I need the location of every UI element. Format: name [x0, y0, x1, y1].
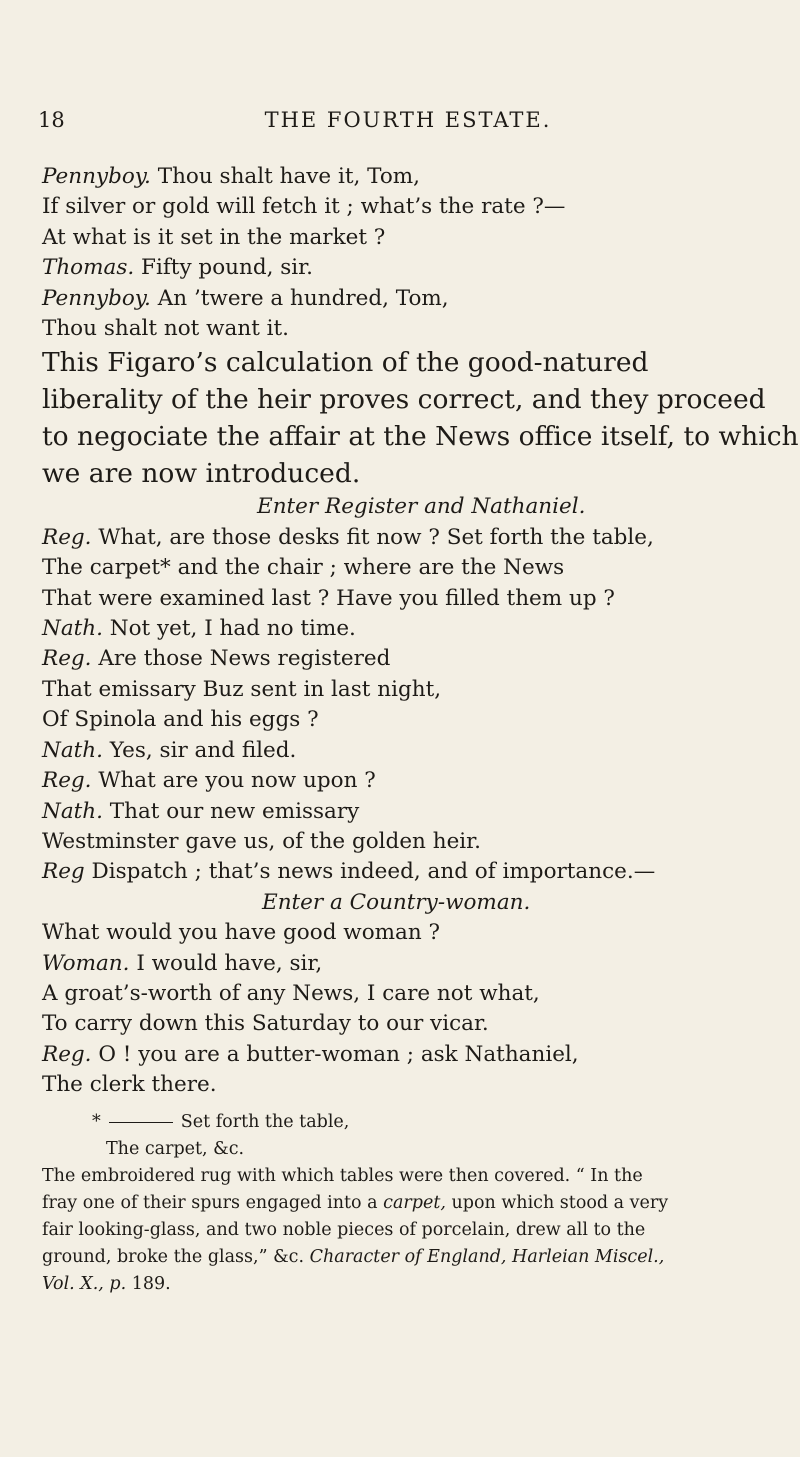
verse-line [42, 766, 782, 796]
speaker-name: Reg. [42, 646, 92, 672]
running-head: THE FOURTH ESTATE. [264, 108, 552, 132]
speaker-name: Nath. [42, 798, 103, 824]
verse-line [42, 1009, 782, 1039]
dialogue-block-3 [42, 918, 782, 1100]
footnote-rule [109, 1122, 173, 1123]
verse-text: What are you now upon ? [91, 768, 376, 794]
prose-line: This Figaro’s calculation of the good-natured [42, 347, 649, 379]
verse-line [42, 192, 782, 222]
verse-line [42, 827, 782, 857]
speaker-name: Reg. [42, 1041, 92, 1067]
footnote-line [42, 1190, 782, 1217]
verse-line [42, 284, 782, 314]
speaker-name: Nath. [42, 737, 103, 763]
verse-text: Thou shalt not want it. [42, 316, 290, 342]
verse-text: That emissary Buz sent in last night, [42, 676, 442, 702]
verse-text: That our new emissary [102, 798, 360, 824]
footnote-citation: Vol. X., p. [42, 1273, 127, 1294]
footnote-text: Set forth the table, [180, 1111, 350, 1132]
stage-direction: Enter Register and Nathaniel. [257, 494, 586, 520]
footnote-line: The carpet, &c. [106, 1138, 245, 1159]
footnote-line: fair looking-glass, and two noble pieces of porcelain, drew all to the [42, 1219, 646, 1240]
speaker-name: Pennyboy. [42, 285, 151, 311]
verse-text: That were examined last ? Have you filled them up ? [42, 585, 615, 611]
verse-line [42, 857, 782, 887]
verse-text: Dispatch ; that’s news indeed, and of importance.— [84, 859, 656, 885]
speaker-name: Pennyboy. [42, 164, 151, 189]
verse-text: Thou shalt have it, Tom, [150, 164, 420, 189]
verse-line [42, 223, 782, 253]
footnote-citation: Character of England, Harleian Miscel., [309, 1246, 665, 1267]
stage-direction: Enter a Country-woman. [262, 889, 531, 915]
page-body [42, 162, 799, 1298]
verse-line [42, 162, 782, 192]
verse-text: What, are those desks fit now ? Set forth the table, [91, 524, 654, 550]
verse-text: The carpet* and the chair ; where are the News [42, 555, 565, 581]
verse-line [42, 253, 782, 283]
verse-text: Fifty pound, sir. [134, 255, 313, 281]
footnote-line [42, 1109, 782, 1136]
footnote-text: 189. [126, 1273, 171, 1294]
footnote-marker: * [92, 1111, 101, 1132]
speaker-name: Reg. [42, 768, 92, 794]
dialogue-block-1 [42, 162, 782, 344]
prose-line: we are now introduced. [42, 458, 361, 490]
footnote-line [42, 1244, 782, 1271]
prose-line: to negociate the affair at the News office itself, to which [42, 421, 799, 453]
verse-line [42, 918, 782, 948]
verse-text: A groat’s-worth of any News, I care not what, [42, 980, 540, 1006]
verse-line [42, 705, 782, 735]
verse-line [42, 644, 782, 674]
verse-line [42, 614, 782, 644]
footnote-text: fray one of their spurs engaged into a [42, 1192, 384, 1213]
verse-text: To carry down this Saturday to our vicar. [42, 1011, 489, 1037]
verse-text: Of Spinola and his eggs ? [42, 707, 319, 733]
verse-line [42, 1070, 782, 1100]
verse-text: If silver or gold will fetch it ; what’s the rate ?— [42, 194, 566, 220]
dialogue-block-2 [42, 523, 782, 888]
verse-text: Westminster gave us, of the golden heir. [42, 828, 481, 854]
footnote-text: upon which stood a very [445, 1192, 669, 1213]
verse-line [42, 979, 782, 1009]
verse-text: Not yet, I had no time. [102, 616, 356, 642]
verse-text: I would have, sir, [129, 950, 323, 976]
verse-text: What would you have good woman ? [42, 920, 441, 946]
footnote-line [42, 1271, 782, 1298]
verse-text: At what is it set in the market ? [42, 224, 386, 250]
verse-line [42, 949, 782, 979]
speaker-name: Thomas. [42, 255, 135, 281]
speaker-name: Reg. [42, 524, 92, 550]
verse-line [42, 1040, 782, 1070]
verse-line [42, 736, 782, 766]
verse-text: O ! you are a butter-woman ; ask Nathaniel, [91, 1041, 579, 1067]
page-header [38, 108, 778, 138]
verse-text: An ’twere a hundred, Tom, [150, 285, 449, 311]
verse-line [42, 523, 782, 553]
footnote-emphasis: carpet, [383, 1192, 446, 1213]
footnote-text: ground, broke the glass,” &c. [42, 1246, 310, 1267]
footnote [42, 1109, 782, 1298]
verse-line [42, 314, 782, 344]
speaker-name: Nath. [42, 616, 103, 642]
verse-text: Yes, sir and filed. [102, 737, 297, 763]
speaker-name: Woman. [42, 950, 130, 976]
verse-line [42, 584, 782, 614]
footnote-line: The embroidered rug with which tables were then covered. “ In the [42, 1165, 643, 1186]
prose-paragraph [42, 344, 799, 492]
verse-line [42, 797, 782, 827]
verse-line [42, 553, 782, 583]
prose-line: liberality of the heir proves correct, and they proceed [42, 384, 766, 416]
verse-text: The clerk there. [42, 1072, 217, 1098]
verse-text: Are those News registered [91, 646, 391, 672]
page-number: 18 [38, 108, 65, 132]
verse-line [42, 675, 782, 705]
speaker-name: Reg [42, 859, 85, 885]
